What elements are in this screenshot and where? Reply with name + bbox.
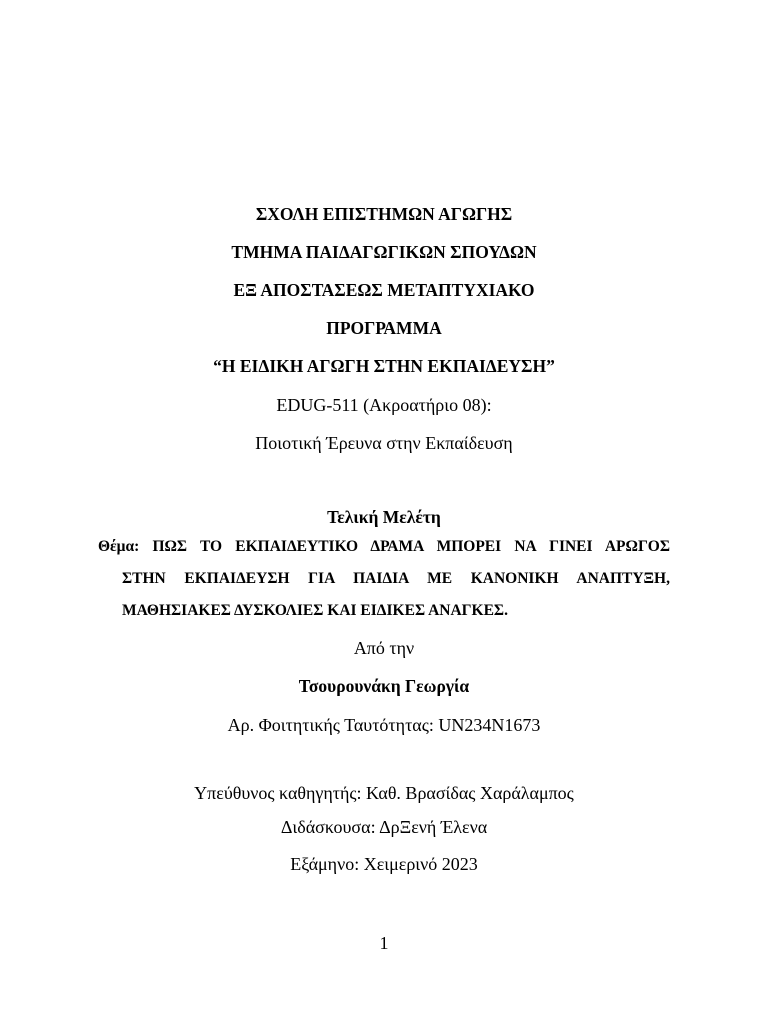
school-name: ΣΧΟΛΗ ΕΠΙΣΤΗΜΩΝ ΑΓΩΓΗΣ: [255, 204, 513, 224]
program-line-2: ΠΡΟΓΡΑΜΜΑ: [326, 318, 442, 338]
topic-line-2: ΣΤΗΝ ΕΚΠΑΙΔΕΥΣΗ ΓΙΑ ΠΑΙΔΙΑ ΜΕ ΚΑΝΟΝΙΚΗ ΑΝΑΠΤΥΞΗ,: [122, 570, 670, 587]
topic-line-3: ΜΑΘΗΣΙΑΚΕΣ ΔΥΣΚΟΛΙΕΣ ΚΑΙ ΕΙΔΙΚΕΣ ΑΝΑΓΚΕΣ.: [122, 602, 508, 619]
author-name: Τσουρουνάκη Γεωργία: [298, 676, 470, 696]
course-code: EDUG-511 (Ακροατήριο 08):: [276, 395, 492, 415]
page-number: 1: [379, 933, 389, 953]
program-name: “Η ΕΙΔΙΚΗ ΑΓΩΓΗ ΣΤΗΝ ΕΚΠΑΙΔΕΥΣΗ”: [213, 356, 555, 376]
program-line-1: ΕΞ ΑΠΟΣΤΑΣΕΩΣ ΜΕΤΑΠΤΥΧΙΑΚΟ: [233, 280, 535, 300]
student-id: Αρ. Φοιτητικής Ταυτότητας: UN234N1673: [227, 715, 541, 735]
topic-line-1: [98, 539, 670, 555]
topic-text-1: ΠΩΣ ΤΟ ΕΚΠΑΙΔΕΥΤΙΚΟ ΔΡΑΜΑ ΜΠΟΡΕΙ ΝΑ ΓΙΝΕΙ ΑΡΩΓΟΣ: [152, 538, 670, 555]
topic-label: Θέμα:: [98, 538, 140, 555]
study-title: Τελική Μελέτη: [327, 507, 441, 527]
semester: Εξάμηνο: Χειμερινό 2023: [290, 854, 478, 874]
from-label: Από την: [353, 638, 415, 658]
instructor: Διδάσκουσα: ΔρΞενή Έλενα: [280, 817, 488, 837]
professor: Υπεύθυνος καθηγητής: Καθ. Βρασίδας Χαράλαμπος: [194, 783, 574, 803]
course-title: Ποιοτική Έρευνα στην Εκπαίδευση: [255, 433, 513, 453]
department-name: ΤΜΗΜΑ ΠΑΙΔΑΓΩΓΙΚΩΝ ΣΠΟΥΔΩΝ: [231, 242, 537, 262]
